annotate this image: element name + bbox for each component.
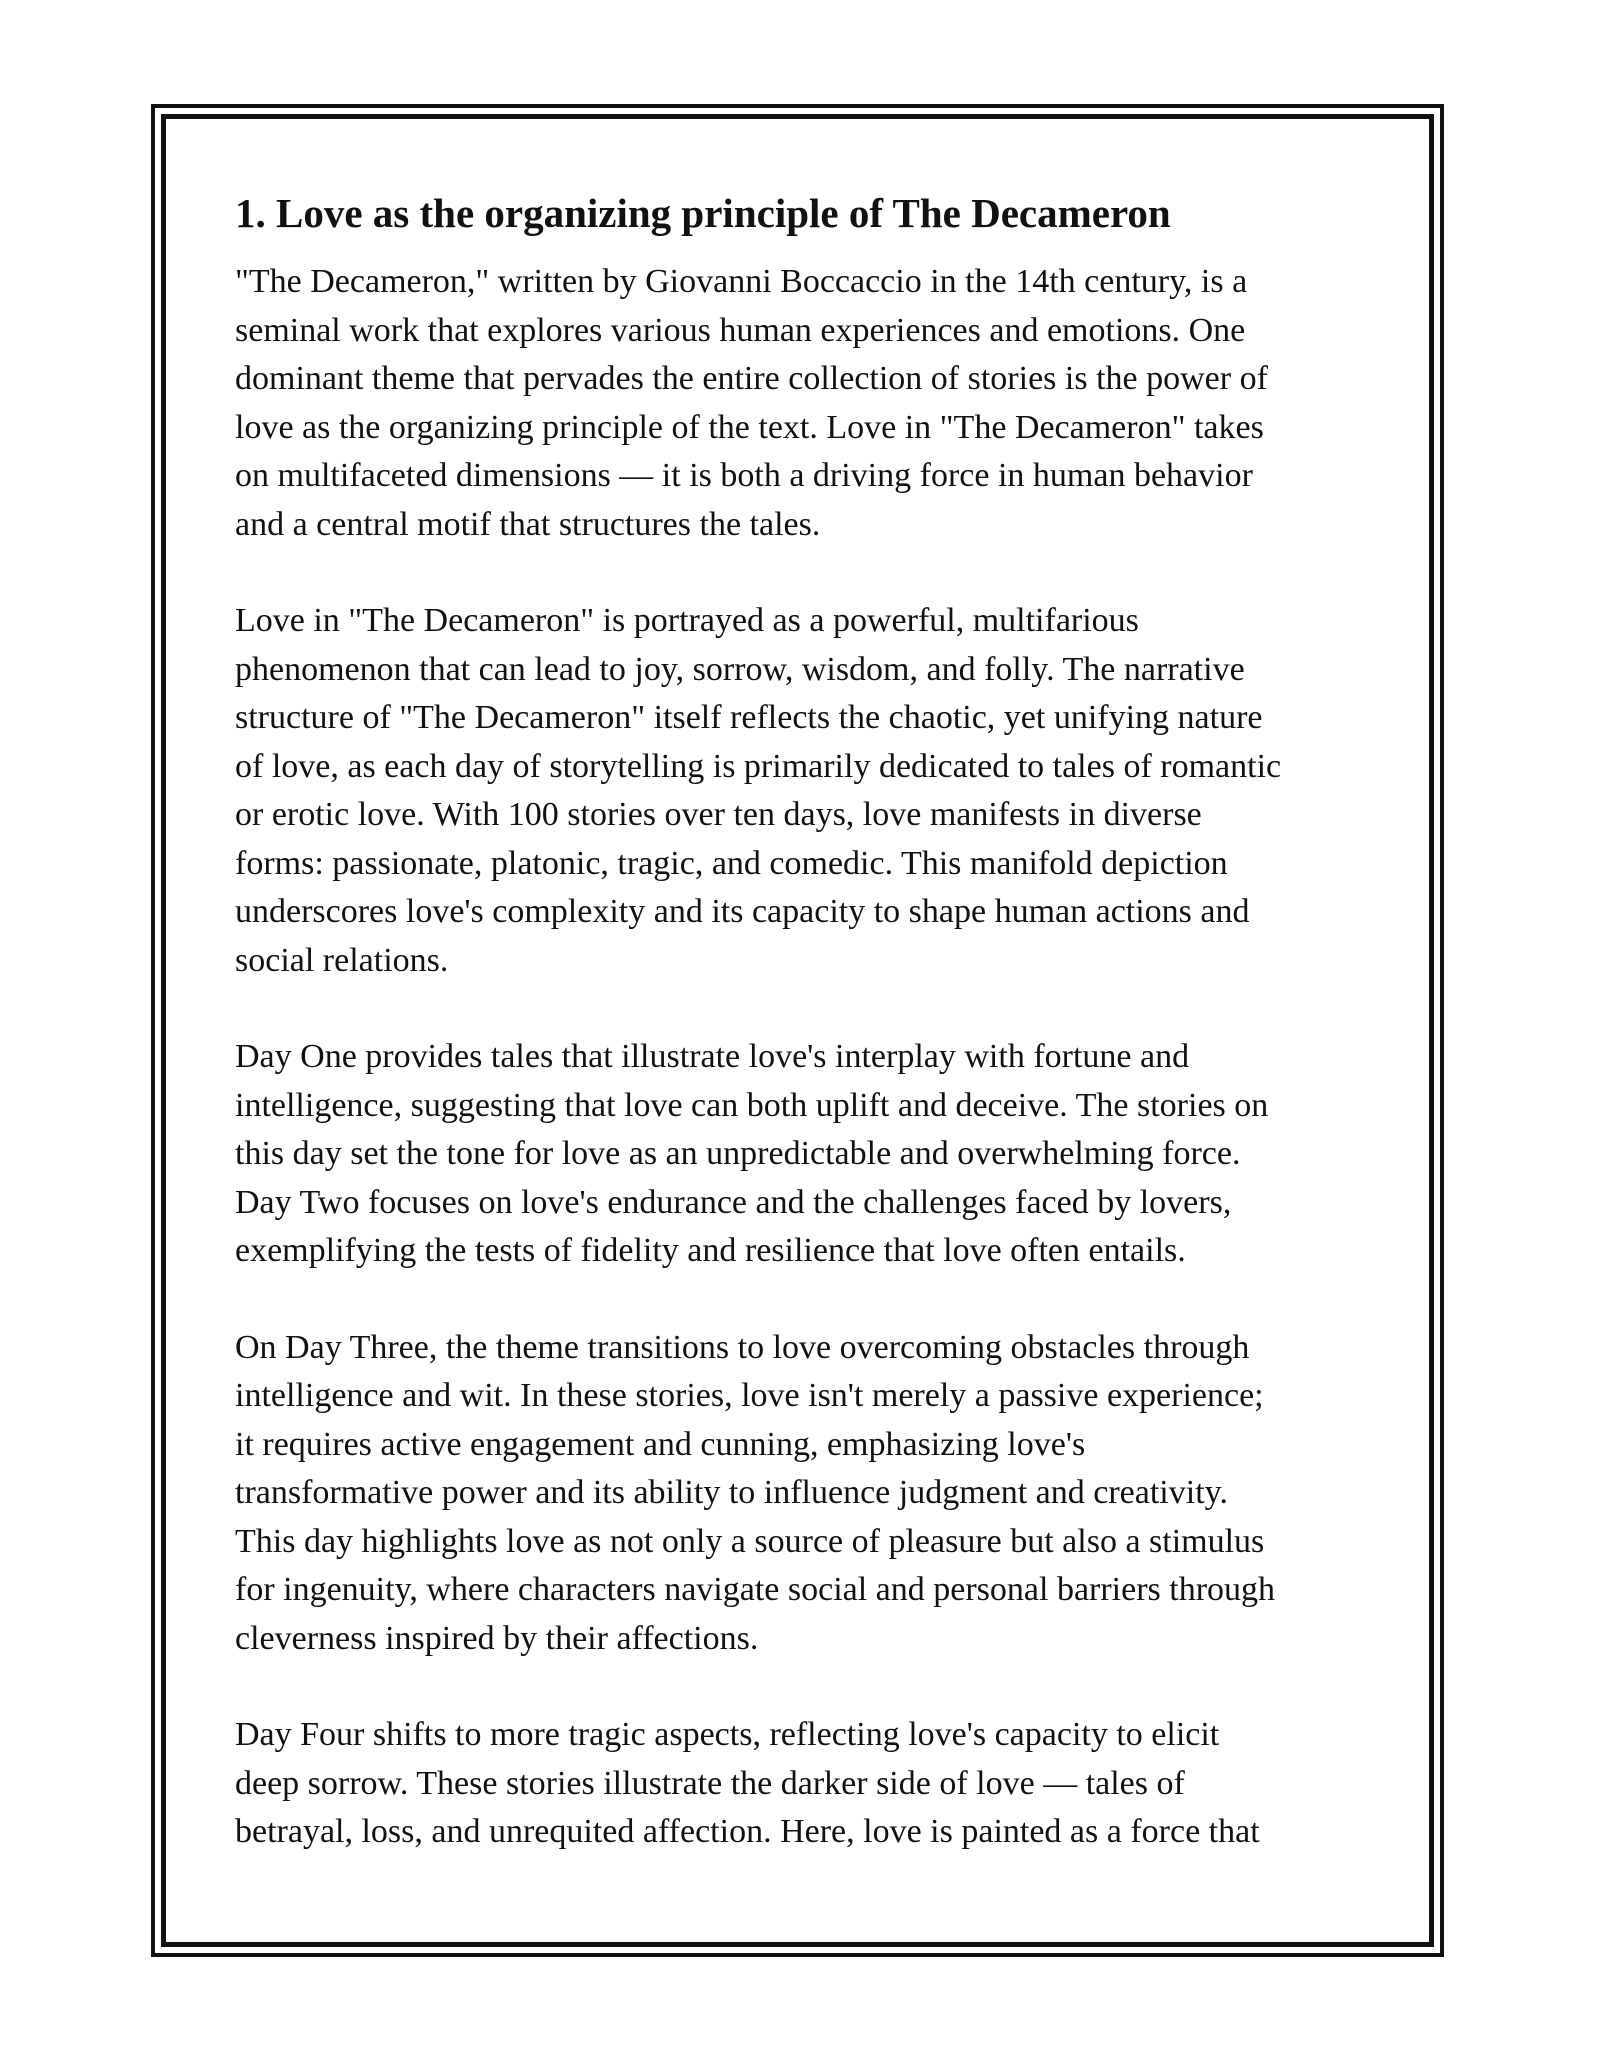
section-heading: 1. Love as the organizing principle of The Decameron [235, 190, 1171, 236]
paragraph-2: Love in "The Decameron" is portrayed as a powerful, multifarious phenomenon that can lead to joy, sorrow, wisdom, and folly. The narrative structure of "The Decameron" itself reflects the chaotic, yet unifying nature of love, as each day of storytelling is primarily dedicated to tales of romantic or erotic love. With 100 stories over ten days, love manifests in diverse forms: passionate, platonic, tragic, and comedic. This manifold depiction underscores love's complexity and its capacity to shape human actions and social relations. [235, 602, 1282, 979]
paragraph-1: "The Decameron," written by Giovanni Boccaccio in the 14th century, is a seminal work that explores various human experiences and emotions. One dominant theme that pervades the entire collection of stories is the power of love as the organizing principle of the text. Love in "The Decameron" takes on multifaceted dimensions — it is both a driving force in human behavior and a central motif that structures the tales. [235, 263, 1268, 543]
paragraph-4: On Day Three, the theme transitions to love overcoming obstacles through intelligence and wit. In these stories, love isn't merely a passive experience; it requires active engagement and cunning, emphasizing love's transformative power and its ability to influence judgment and creativity. This day highlights love as not only a source of pleasure but also a stimulus for ingenuity, where characters navigate social and personal barriers through cleverness inspired by their affections. [235, 1328, 1276, 1657]
paragraph-5: Day Four shifts to more tragic aspects, reflecting love's capacity to elicit deep sorrow. These stories illustrate the darker side of love — tales of betrayal, loss, and unrequited affection. Here, love is painted as a force that [235, 1716, 1260, 1850]
paragraph-3: Day One provides tales that illustrate love's interplay with fortune and intelligence, suggesting that love can both uplift and deceive. The stories on this day set the tone for love as an unpredictable and overwhelming force. Day Two focuses on love's endurance and the challenges faced by lovers, exemplifying the tests of fidelity and resilience that love often entails. [235, 1038, 1269, 1269]
document-body [235, 185, 1375, 1905]
